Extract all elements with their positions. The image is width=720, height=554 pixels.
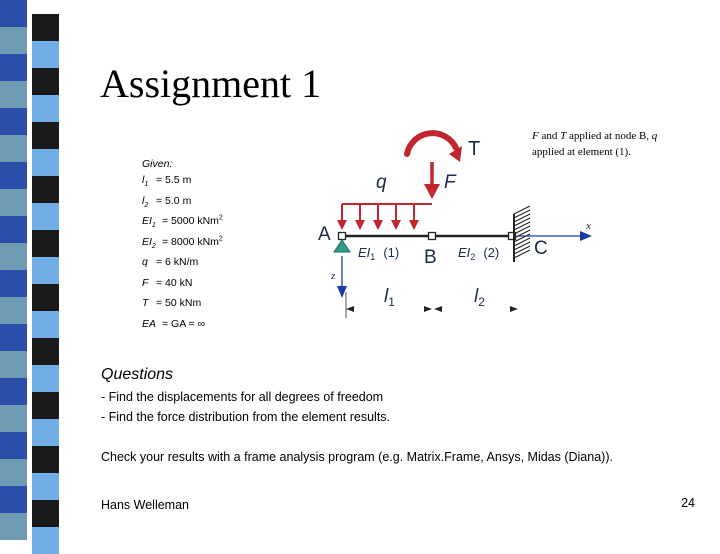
note-and: and (538, 130, 561, 142)
mosaic-tile (0, 135, 27, 162)
given-value (156, 296, 201, 310)
node-A (339, 233, 346, 240)
l2-subscript: 2 (478, 295, 485, 309)
question-item-1: - Find the displacements for all degrees of freedom (101, 390, 384, 404)
given-value-text: = 40 kN (156, 276, 193, 289)
mosaic-tile (0, 459, 27, 486)
label-T: T (468, 138, 481, 160)
given-symbol-text: T (142, 297, 149, 309)
label-element-2 (458, 245, 499, 262)
mosaic-tile (32, 419, 59, 446)
author-name: Hans Welleman (101, 498, 190, 512)
hatch-line (514, 242, 530, 250)
mosaic-tile (32, 284, 59, 311)
note-mid: applied at node B, (566, 130, 652, 142)
load-arrowhead (409, 220, 419, 230)
dim-arrow-l1-left (346, 306, 354, 312)
load-arrowhead (355, 220, 365, 230)
mosaic-tile (0, 162, 27, 189)
mosaic-tile (0, 324, 27, 351)
given-symbol-text: q (142, 256, 148, 268)
label-B: B (424, 247, 437, 268)
label-element-1 (358, 245, 399, 262)
given-value (162, 317, 205, 331)
hatch-line (514, 206, 530, 214)
given-values (142, 156, 242, 330)
beam-diagram (300, 122, 600, 322)
mosaic-tile (0, 216, 27, 243)
mosaic-tile (32, 392, 59, 419)
node-B (429, 233, 436, 240)
mosaic-tile (32, 338, 59, 365)
given-symbol-text: l (142, 174, 145, 186)
given-value-text: = 6 kN/m (156, 256, 199, 268)
mosaic-tile (0, 0, 27, 27)
questions-heading: Questions (101, 366, 174, 383)
ei2-symbol: EI (458, 245, 471, 260)
check-instruction: Check your results with a frame analysis program (e.g. Matrix.Frame, Ansys, Midas (Diana)). (101, 450, 613, 464)
given-value-text: = 5000 kNm (162, 215, 219, 227)
slide-title: Assignment 1 (100, 61, 322, 106)
wall-hatching (514, 206, 530, 258)
given-symbol (142, 173, 148, 187)
given-unit-superscript: 2 (218, 235, 223, 242)
mosaic-tile (32, 122, 59, 149)
moment-arc (407, 133, 456, 154)
given-symbol-text: F (142, 276, 149, 289)
mosaic-tile (0, 513, 27, 540)
dim-arrow-l1-right (424, 306, 432, 312)
mosaic-tile (32, 14, 59, 41)
force-arrowhead (424, 184, 440, 199)
dim-arrow-l2-right (510, 306, 518, 312)
question-item-2: - Find the force distribution from the element results. (101, 410, 391, 424)
ei2-subscript: 2 (470, 252, 476, 262)
label-q: q (376, 172, 387, 193)
label-l1 (384, 286, 395, 309)
note-f-symbol: F (532, 130, 539, 142)
mosaic-tile (32, 95, 59, 122)
mosaic-tile (0, 54, 27, 81)
mosaic-tile (0, 378, 27, 405)
decorative-mosaic-strip (0, 0, 64, 540)
given-value (156, 276, 192, 290)
mosaic-tile (0, 108, 27, 135)
given-value-text: = 50 kNm (156, 297, 202, 309)
given-subscript: 2 (151, 242, 156, 250)
mosaic-tile (32, 68, 59, 95)
mosaic-tile (0, 432, 27, 459)
given-symbol (142, 214, 156, 228)
hatch-line (514, 234, 530, 242)
ei2-element: (2) (483, 245, 500, 260)
ei1-subscript: 1 (370, 252, 376, 262)
given-value (162, 235, 223, 249)
hatch-line (514, 246, 530, 254)
given-symbol (142, 255, 148, 269)
note-t-symbol: T (560, 130, 567, 142)
label-C: C (534, 238, 548, 259)
mosaic-tile (0, 27, 27, 54)
hatch-line (514, 230, 530, 238)
label-x: x (586, 220, 591, 232)
mosaic-tile (32, 230, 59, 257)
given-symbol-text: l (142, 194, 145, 207)
given-unit-superscript: 2 (218, 214, 223, 222)
given-heading: Given: (142, 158, 173, 170)
mosaic-tile (0, 405, 27, 432)
mosaic-tile (0, 270, 27, 297)
given-symbol-text: EI (142, 235, 152, 248)
mosaic-tile (0, 297, 27, 324)
hatch-line (514, 226, 530, 234)
load-arrowhead (373, 220, 383, 230)
dim-arrow-l2-left (434, 306, 442, 312)
given-value (156, 194, 191, 208)
mosaic-tile (32, 176, 59, 203)
mosaic-tile (32, 257, 59, 284)
label-F: F (444, 172, 456, 193)
note-q-symbol: q (651, 130, 658, 142)
hatch-line (514, 250, 530, 258)
mosaic-tile (0, 486, 27, 513)
hatch-line (514, 214, 530, 222)
l1-subscript: 1 (388, 295, 395, 309)
ei1-element: (1) (383, 245, 400, 260)
l1-symbol: l (384, 286, 389, 307)
given-symbol-text: EI (142, 215, 152, 227)
mosaic-tile (0, 243, 27, 270)
label-z: z (331, 270, 336, 282)
load-arrowhead (391, 220, 401, 230)
mosaic-tile (32, 527, 59, 554)
mosaic-tile (32, 500, 59, 527)
given-value (162, 214, 223, 228)
hatch-line (514, 222, 530, 230)
mosaic-tile (32, 365, 59, 392)
ei1-symbol: EI (358, 245, 371, 260)
given-symbol (142, 317, 156, 331)
distributed-load-arrows (337, 204, 419, 230)
given-value-text: = 5.5 m (156, 174, 192, 186)
page-number: 24 (681, 496, 695, 510)
support-A (334, 240, 350, 252)
given-symbol (142, 276, 148, 290)
mosaic-tile (32, 203, 59, 230)
label-A: A (318, 224, 331, 245)
given-value (156, 173, 191, 187)
given-subscript: 1 (151, 222, 156, 230)
hatch-line (514, 238, 530, 246)
load-arrowhead (337, 220, 347, 230)
x-axis-arrowhead (580, 231, 592, 241)
given-subscript: 2 (144, 201, 149, 209)
mosaic-tile (0, 189, 27, 216)
label-l2 (474, 286, 485, 309)
mosaic-tile (32, 41, 59, 68)
given-symbol (142, 194, 148, 208)
given-value-text: = 5.0 m (156, 194, 192, 207)
mosaic-tile (32, 473, 59, 500)
given-symbol (142, 296, 148, 310)
hatch-line (514, 218, 530, 226)
z-axis-arrowhead (337, 286, 347, 298)
mosaic-tile (0, 81, 27, 108)
mosaic-tile (32, 446, 59, 473)
l2-symbol: l (474, 286, 479, 307)
hatch-line (514, 210, 530, 218)
given-value-text: = GA = ∞ (162, 317, 206, 330)
given-symbol-text: EA (142, 317, 157, 330)
given-value-text: = 8000 kNm (162, 235, 219, 248)
given-symbol (142, 235, 156, 249)
mosaic-tile (0, 351, 27, 378)
note-end: applied at element (1). (532, 146, 631, 158)
mosaic-tile (32, 149, 59, 176)
given-subscript: 1 (144, 181, 149, 189)
mosaic-tile (32, 311, 59, 338)
given-value (156, 255, 198, 269)
